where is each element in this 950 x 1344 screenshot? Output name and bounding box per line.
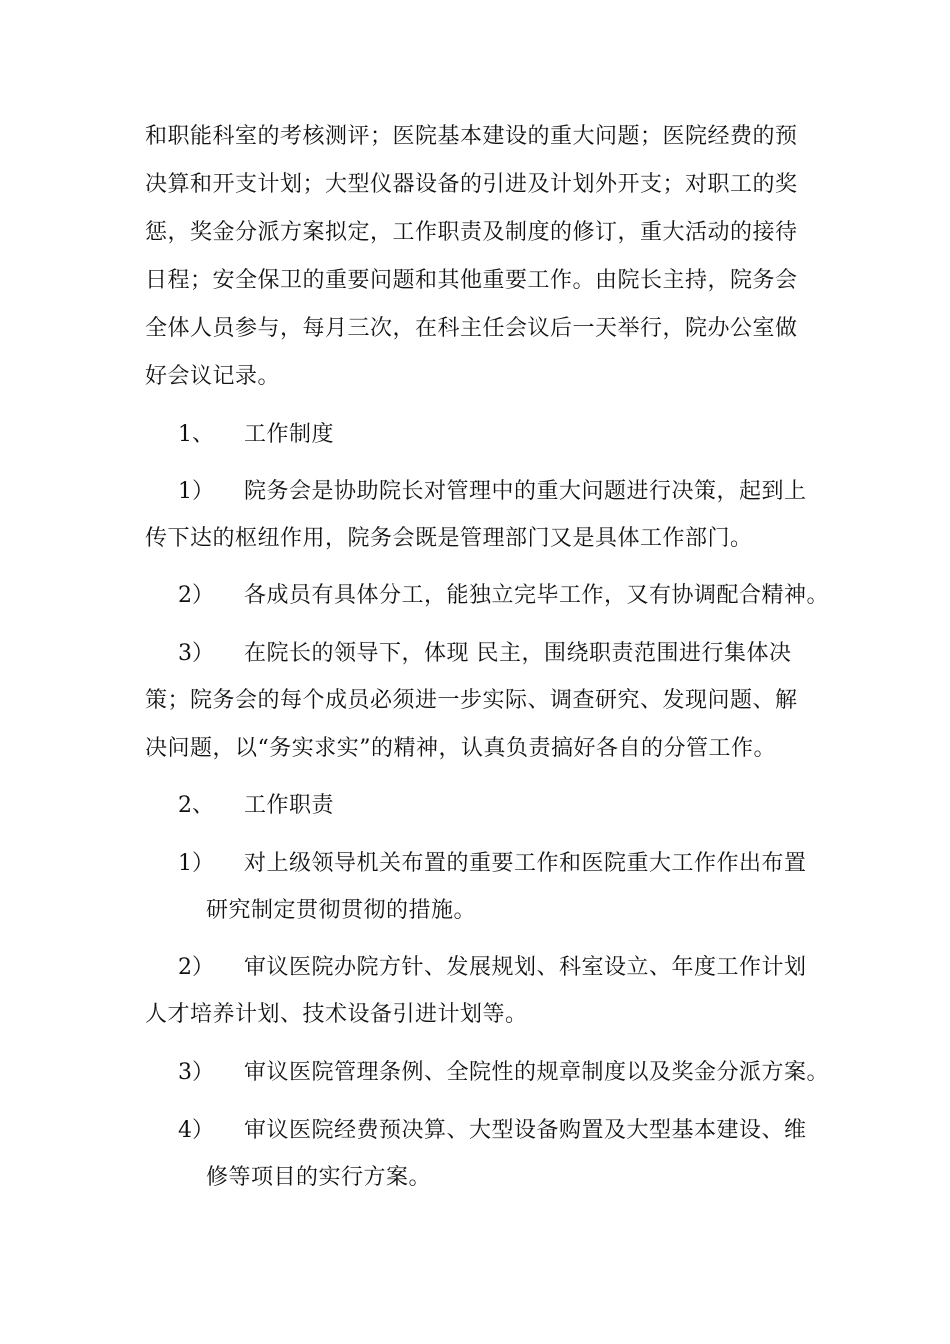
section1-item1-cont: 传下达的枢纽作用，院务会既是管理部门又是具体工作部门。 [145,526,753,551]
section1-item2-text: 各成员有具体分工，能独立完毕工作，又有协调配合精神。 [244,583,830,608]
section2-item1-cont: 研究制定贯彻贯彻的措施。 [206,898,477,923]
section2-item2-cont: 人才培养计划、技术设备引进计划等。 [145,1002,528,1027]
intro-line-3: 惩，奖金分派方案拟定，工作职责及制度的修订，重大活动的接待 [145,220,798,245]
section2-item4-text: 审议医院经费预决算、大型设备购置及大型基本建设、维 [244,1118,807,1143]
section2-item1-number: 1） [178,851,214,876]
intro-line-6: 好会议记录。 [145,364,281,389]
section2-number: 2、 [178,793,214,818]
intro-line-4: 日程；安全保卫的重要问题和其他重要工作。由院长主持，院务会 [145,268,798,293]
section2-item4-cont: 修等项目的实行方案。 [206,1165,432,1190]
section2-item2-text: 审议医院办院方针、发展规划、科室设立、年度工作计划 [244,955,807,980]
intro-line-1: 和职能科室的考核测评；医院基本建设的重大问题；医院经费的预 [145,124,798,149]
section1-item3-cont: 策；院务会的每个成员必须进一步实际、调查研究、发现问题、解 [145,688,798,713]
section1-item2-number: 2） [178,583,214,608]
section1-number: 1、 [178,422,214,447]
section2-item2-number: 2） [178,955,214,980]
section1-item3-cont2: 决问题，以“务实求实”的精神，认真负责搞好各自的分管工作。 [145,736,776,761]
section2-item3-number: 3） [178,1060,214,1085]
section2-title: 工作职责 [244,793,335,818]
intro-line-5: 全体人员参与，每月三次，在科主任会议后一天举行，院办公室做 [145,316,798,341]
section1-item1-number: 1） [178,479,214,504]
section1-item3-number: 3） [178,641,214,666]
section1-title: 工作制度 [244,422,335,447]
section1-item3-text: 在院长的领导下，体现 民主，围绕职责范围进行集体决 [244,641,792,666]
intro-line-2: 决算和开支计划；大型仪器设备的引进及计划外开支；对职工的奖 [145,172,798,197]
section2-item1-text: 对上级领导机关布置的重要工作和医院重大工作作出布置 [244,851,807,876]
section1-item1-text: 院务会是协助院长对管理中的重大问题进行决策，起到上 [244,479,807,504]
section2-item3-text: 审议医院管理条例、全院性的规章制度以及奖金分派方案。 [244,1060,830,1085]
section2-item4-number: 4） [178,1118,214,1143]
